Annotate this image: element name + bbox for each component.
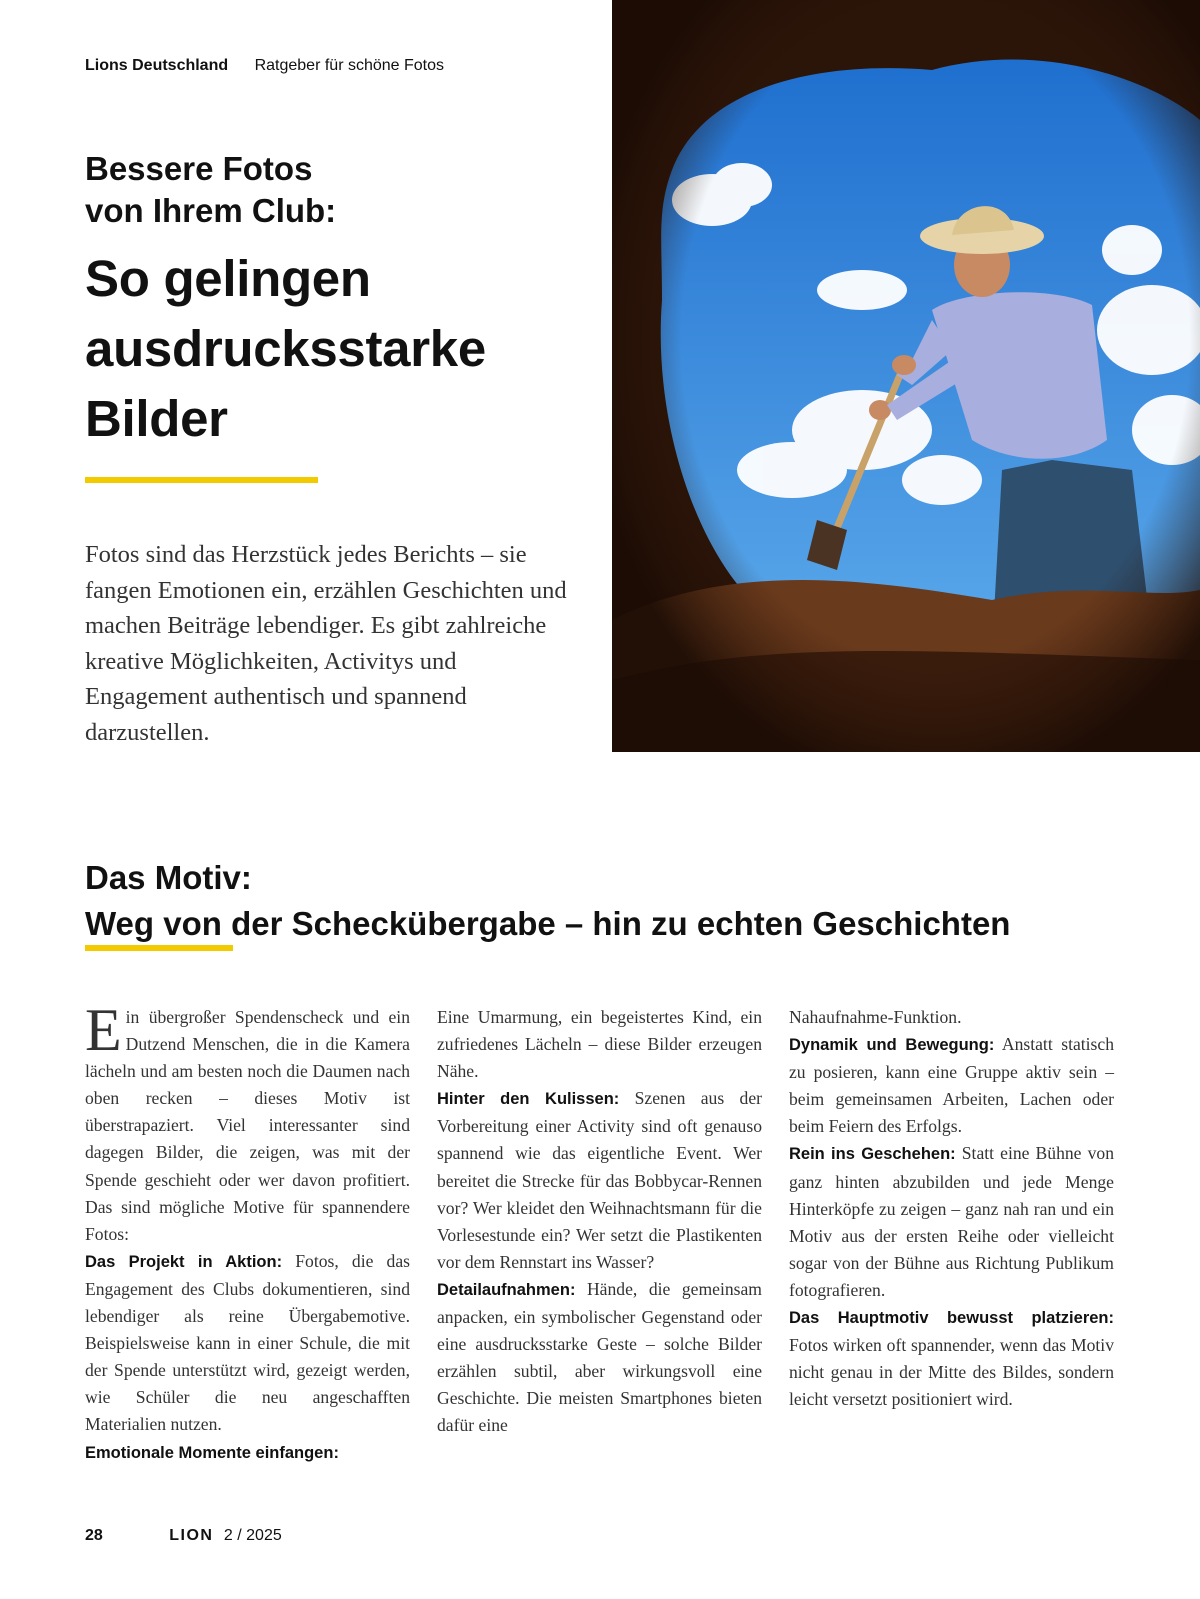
page-number: 28 (85, 1527, 103, 1544)
text-hauptmotiv: Fotos wirken oft spannender, wenn das Motiv nicht genau in der Mitte des Bildes, sondern leicht versetzt positioniert wird. (789, 1335, 1114, 1410)
brand-label: Lions Deutschland (85, 57, 229, 74)
paragraph-intro (85, 997, 410, 1248)
paragraph-kulissen (437, 1085, 762, 1276)
hero-photo (612, 0, 1200, 752)
intro-text: in übergroßer Spendenscheck und ein Dutzend Menschen, die in die Kamera lächeln und am besten noch die Daumen nach oben recken – dieses Motiv ist überstrapaziert. Viel interessanter sind dagegen Bilder, die zeigen, was mit der Spende geschieht oder wer davon profitiert. Das sind mögliche Motive für spannendere Fotos: (85, 1007, 410, 1244)
title-accent-bar (85, 477, 318, 483)
magazine-name: LION (169, 1527, 214, 1544)
page-footer (85, 1527, 282, 1545)
paragraph-emotion-cont (437, 1004, 762, 1085)
text-column-2 (437, 1004, 762, 1440)
label-hauptmotiv: Das Hauptmotiv bewusst platzieren: (789, 1309, 1114, 1328)
text-nahaufnahme: Nahaufnahme-Funktion. (789, 1007, 962, 1027)
section-title-line-1: Das Motiv: (85, 859, 252, 896)
text-kulissen: Szenen aus der Vorbereitung einer Activity sind oft genauso spannend wie das eigentliche Event. Wer bereitet die Strecke für das Bobbycar-Rennen vor? Wer kleidet den Weihnachtsmann für die Vorlesestunde ein? Wer setzt die Plastikenten vor dem Rennstart ins Wasser? (437, 1088, 762, 1272)
paragraph-emotionale-momente (85, 1439, 410, 1467)
title-block (85, 148, 595, 454)
label-dynamik: Dynamik und Bewegung: (789, 1036, 995, 1055)
section-title (85, 855, 1010, 947)
text-emotion: Eine Umarmung, ein begeistertes Kind, ein zufriedenes Lächeln – diese Bilder erzeugen Nähe. (437, 1007, 762, 1082)
headline-line-2: ausdrucksstarke (85, 320, 486, 377)
label-detailaufnahmen: Detailaufnahmen: (437, 1280, 576, 1299)
drop-cap: E (85, 997, 122, 1063)
paragraph-geschehen (789, 1140, 1114, 1304)
label-rein-ins-geschehen: Rein ins Geschehen: (789, 1145, 956, 1164)
text-dynamik: Anstatt statisch zu posieren, kann eine Gruppe aktiv sein – beim gemeinsamen Arbeiten, Lachen oder beim Feiern des Erfolgs. (789, 1034, 1114, 1137)
paragraph-hauptmotiv (789, 1304, 1114, 1413)
paragraph-projekt (85, 1248, 410, 1439)
section-label: Ratgeber für schöne Fotos (254, 57, 445, 74)
text-column-3 (789, 1004, 1114, 1413)
kicker-line-1: Bessere Fotos (85, 150, 313, 187)
label-emotionale-momente: Emotionale Momente einfangen: (85, 1443, 339, 1462)
label-projekt-in-aktion: Das Projekt in Aktion: (85, 1252, 283, 1271)
paragraph-dynamik (789, 1031, 1114, 1140)
kicker (85, 148, 595, 232)
text-column-1 (85, 997, 410, 1467)
headline-line-3: Bilder (85, 390, 228, 447)
text-detail: Hände, die gemeinsam anpacken, ein symbolischer Gegenstand oder eine ausdrucksstarke Geste – solche Bilder erzählen subtil, aber wirkungsvoll eine Geschichte. Die meisten Smartphones bieten dafür eine (437, 1278, 762, 1436)
paragraph-detail-cont (789, 1004, 1114, 1031)
hero-photo-illustration (612, 0, 1200, 752)
lead-paragraph: Fotos sind das Herzstück jedes Berichts – sie fangen Emotionen ein, erzählen Geschichten und machen Beiträge lebendiger. Es gibt zahlreiche kreative Möglichkeiten, Activitys und Engagement authentisch und spannend darzustellen. (85, 541, 567, 746)
kicker-line-2: von Ihrem Club: (85, 192, 337, 229)
section-title-line-2: Weg von der Scheckübergabe – hin zu echten Geschichten (85, 905, 1011, 942)
label-hinter-den-kulissen: Hinter den Kulissen: (437, 1090, 620, 1109)
text-geschehen: Statt eine Bühne von ganz hinten abzubilden und jede Menge Hinterköpfe zu zeigen – ganz nah ran und ein Motiv aus der ersten Reihe oder vielleicht sogar von der Bühne aus Richtung Publikum fotografieren. (789, 1143, 1115, 1300)
headline-line-1: So gelingen (85, 250, 371, 307)
text-projekt: Fotos, die das Engagement des Clubs dokumentieren, sind lebendiger als reine Übergabemotive. Beispielsweise kann in einer Schule, die mit der Spende unterstützt wird, gezeigt werden, wie Schüler die neu angeschafften Materialien nutzen. (85, 1250, 410, 1435)
issue-number: 2 / 2025 (223, 1527, 282, 1544)
headline (85, 244, 595, 454)
section-accent-bar (85, 945, 233, 951)
paragraph-detail (437, 1276, 762, 1440)
page-header (85, 57, 444, 75)
